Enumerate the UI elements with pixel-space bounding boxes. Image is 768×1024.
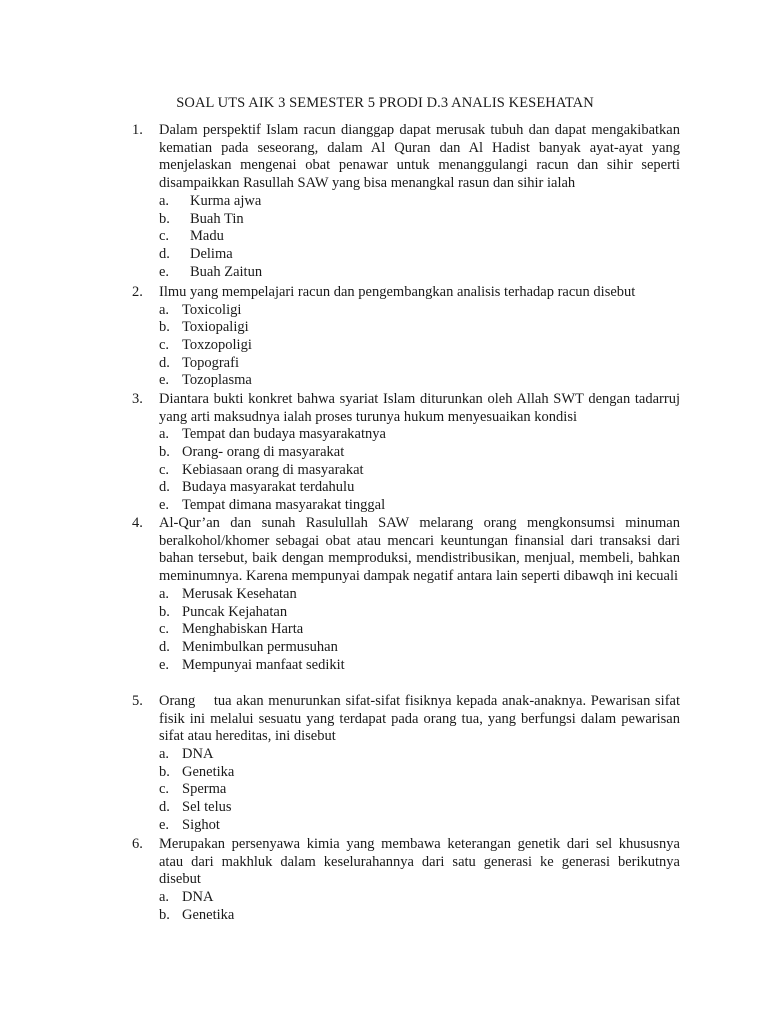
option-a — [159, 193, 680, 211]
option-list — [159, 746, 680, 834]
option-letter: e. — [159, 656, 170, 673]
option-letter: e. — [159, 372, 170, 389]
option-letter: a. — [159, 746, 170, 763]
option-text: Madu — [190, 228, 224, 245]
option-list — [159, 193, 680, 281]
option-letter: c. — [159, 621, 170, 638]
option-text: Buah Zaitun — [190, 263, 263, 280]
option-a — [159, 586, 680, 604]
option-c — [159, 781, 680, 799]
option-text: Sighot — [182, 816, 220, 833]
option-text: Sel telus — [182, 799, 232, 816]
option-c — [159, 228, 680, 246]
option-letter: a. — [159, 301, 170, 318]
option-letter: b. — [159, 763, 170, 780]
option-list — [159, 586, 680, 674]
option-text: Tozoplasma — [182, 372, 252, 389]
question-text: Al-Qur’an dan sunah Rasulullah SAW melarang orang mengkonsumsi minuman beralkohol/khomer sebagai obat atau mencari keuntungan finansial dari transaksi dari bahan tersebut, baik dengan memproduksi, mendistribusikan, menjual, membeli, bahkan meminumnya. Karena mempunyai dampak negatif antara lain seperti dibawqh ini kecuali — [159, 515, 680, 585]
option-list — [159, 302, 680, 390]
option-letter: d. — [159, 245, 170, 262]
option-d — [159, 639, 680, 657]
option-letter: c. — [159, 781, 170, 798]
question-number: 1. — [132, 122, 143, 138]
option-d — [159, 246, 680, 264]
option-letter: a. — [159, 192, 170, 209]
option-list — [159, 426, 680, 514]
page-title: SOAL UTS AIK 3 SEMESTER 5 PRODI D.3 ANALIS KESEHATAN — [176, 95, 594, 111]
option-a — [159, 746, 680, 764]
option-d — [159, 355, 680, 373]
option-letter: a. — [159, 889, 170, 906]
option-c — [159, 462, 680, 480]
option-text: Kebiasaan orang di masyarakat — [182, 461, 364, 478]
option-letter: b. — [159, 210, 170, 227]
option-c — [159, 337, 680, 355]
option-text: DNA — [182, 889, 214, 906]
option-text: Menghabiskan Harta — [182, 621, 304, 638]
option-text: Delima — [190, 245, 233, 262]
option-letter: b. — [159, 319, 170, 336]
option-e — [159, 264, 680, 282]
question-3 — [132, 391, 680, 515]
option-letter: e. — [159, 263, 170, 280]
option-text: Mempunyai manfaat sedikit — [182, 656, 345, 673]
option-b — [159, 444, 680, 462]
option-b — [159, 764, 680, 782]
option-letter: b. — [159, 906, 170, 923]
option-letter: d. — [159, 799, 170, 816]
option-d — [159, 799, 680, 817]
option-letter: d. — [159, 479, 170, 496]
option-text: Genetika — [182, 906, 235, 923]
option-text: Menimbulkan permusuhan — [182, 638, 338, 655]
option-letter: c. — [159, 461, 170, 478]
option-list — [159, 889, 680, 924]
option-e — [159, 497, 680, 515]
option-letter: c. — [159, 337, 170, 354]
option-text: Sperma — [182, 781, 227, 798]
option-letter: a. — [159, 426, 170, 443]
option-b — [159, 604, 680, 622]
question-text: Dalam perspektif Islam racun dianggap dapat merusak tubuh dan dapat mengakibatkan kematian pada seseorang, dalam Al Quran dan Al Hadist banyak ayat-ayat yang menjelaskan mengenai obat penawar untuk menanggulangi racun dan sihir seperti disampaikkan Rasullah SAW yang bisa menangkal rasun dan sihir ialah — [159, 122, 680, 192]
option-text: Buah Tin — [190, 210, 244, 227]
option-a — [159, 426, 680, 444]
option-text: Genetika — [182, 763, 235, 780]
question-number: 2. — [132, 284, 143, 300]
option-text: Toxicoligi — [182, 301, 242, 318]
option-letter: b. — [159, 603, 170, 620]
question-1 — [132, 122, 680, 281]
option-e — [159, 372, 680, 390]
option-text: Merusak Kesehatan — [182, 585, 297, 602]
option-text: Budaya masyarakat terdahulu — [182, 479, 355, 496]
option-letter: c. — [159, 228, 170, 245]
option-text: Topografi — [182, 354, 239, 371]
option-text: Tempat dimana masyarakat tinggal — [182, 497, 386, 514]
option-d — [159, 479, 680, 497]
option-text: Tempat dan budaya masyarakatnya — [182, 426, 386, 443]
option-text: Toxiopaligi — [182, 319, 249, 336]
option-e — [159, 817, 680, 835]
option-a — [159, 889, 680, 907]
question-text: Diantara bukti konkret bahwa syariat Islam diturunkan oleh Allah SWT dengan tadarruj yang arti maksudnya ialah proses turunya hukum menyesuaikan kondisi — [159, 391, 680, 425]
option-text: Kurma ajwa — [190, 192, 262, 209]
option-c — [159, 621, 680, 639]
question-number: 3. — [132, 391, 143, 407]
option-e — [159, 657, 680, 675]
question-text: Ilmu yang mempelajari racun dan pengembangkan analisis terhadap racun disebut — [159, 284, 636, 300]
question-number: 6. — [132, 836, 143, 852]
option-letter: d. — [159, 354, 170, 371]
option-text: Puncak Kejahatan — [182, 603, 288, 620]
question-text: Merupakan persenyawa kimia yang membawa keterangan genetik dari sel khususnya atau dari makhluk dalam keselurahannya dari satu generasi ke generasi berikutnya disebut — [159, 836, 680, 888]
option-a — [159, 302, 680, 320]
option-letter: b. — [159, 444, 170, 461]
option-text: Orang- orang di masyarakat — [182, 444, 345, 461]
question-number: 5. — [132, 693, 143, 709]
option-letter: e. — [159, 816, 170, 833]
question-text: Orang tua akan menurunkan sifat-sifat fisiknya kepada anak-anaknya. Pewarisan sifat fisik ini melalui sesuatu yang terdapat pada orang tua, yang berfungsi dalam pewarisan sifat atau hereditas, ini disebut — [159, 693, 684, 745]
option-letter: a. — [159, 585, 170, 602]
option-b — [159, 319, 680, 337]
option-text: DNA — [182, 746, 214, 763]
option-text: Toxzopoligi — [182, 337, 252, 354]
option-letter: e. — [159, 497, 170, 514]
question-number: 4. — [132, 515, 143, 531]
question-5 — [132, 693, 684, 835]
option-b — [159, 211, 680, 229]
option-b — [159, 907, 680, 925]
question-6 — [132, 836, 680, 924]
question-4 — [132, 515, 680, 674]
option-letter: d. — [159, 638, 170, 655]
question-2 — [132, 284, 680, 390]
